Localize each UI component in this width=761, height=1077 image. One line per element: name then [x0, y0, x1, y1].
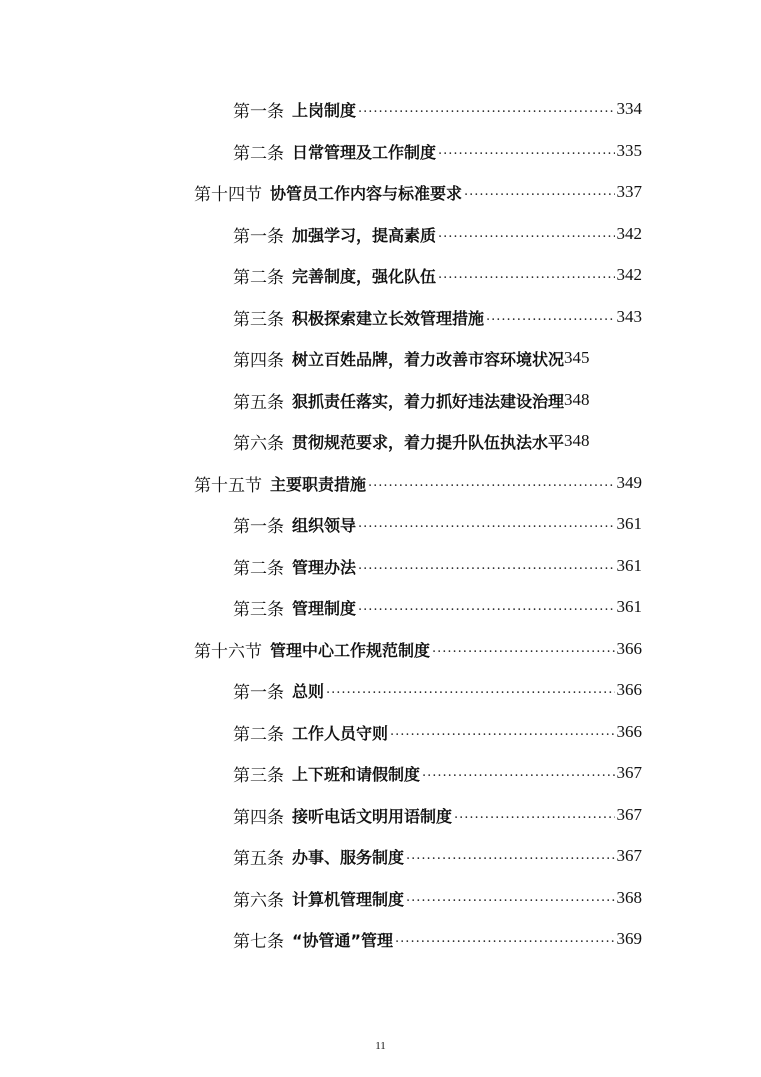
toc-leader-dots [432, 641, 614, 656]
toc-entry-page: 348 [564, 431, 590, 450]
toc-entry-page: 337 [616, 182, 642, 201]
toc-entry-number: 第一条 [233, 101, 284, 122]
toc-entry-title: 接听电话文明用语制度 [292, 806, 453, 826]
toc-entry-title: 上下班和请假制度 [292, 764, 421, 784]
toc-entry[interactable] [233, 883, 642, 913]
toc-entry-title: 计算机管理制度 [292, 889, 405, 909]
toc-entry-title: 组织领导 [292, 515, 357, 535]
toc-leader-dots [422, 765, 614, 780]
toc-entry-title: 积极探索建立长效管理措施 [292, 308, 485, 328]
toc-entry-page: 367 [616, 763, 642, 782]
toc-leader-dots [358, 558, 614, 573]
toc-entry-title: 上岗制度 [292, 100, 357, 120]
toc-entry-number: 第四条 [233, 807, 284, 828]
toc-entry-number: 第三条 [233, 765, 284, 786]
toc-entry-number: 第二条 [233, 143, 284, 164]
toc-leader-dots [406, 848, 614, 863]
toc-entry-title: “协管通”管理 [292, 930, 394, 950]
toc-entry[interactable] [233, 136, 642, 166]
toc-entry-number: 第二条 [233, 724, 284, 745]
toc-entry-page: 368 [616, 888, 642, 907]
toc-entry-title: 完善制度，强化队伍 [292, 266, 437, 286]
toc-entry-number: 第五条 [233, 848, 284, 869]
toc-entry-number: 第五条 [233, 392, 284, 413]
toc-leader-dots [368, 475, 614, 490]
toc-entry-page: 361 [616, 514, 642, 533]
toc-entry-title: 协管员工作内容与标准要求 [270, 183, 463, 203]
toc-entry-page: 361 [616, 556, 642, 575]
toc-entry-page: 349 [616, 473, 642, 492]
toc-entry-number: 第十五节 [194, 475, 262, 496]
toc-leader-dots [438, 226, 614, 241]
toc-entry[interactable] [233, 343, 642, 373]
toc-leader-dots [390, 724, 614, 739]
toc-entry-page: 369 [616, 929, 642, 948]
toc-leader-dots [454, 807, 614, 822]
toc-entry-number: 第十六节 [194, 641, 262, 662]
toc-entry-page: 343 [616, 307, 642, 326]
toc-leader-dots [406, 890, 614, 905]
toc-entry-title: 狠抓责任落实，着力抓好违法建设治理 [292, 391, 565, 411]
toc-leader-dots [395, 931, 614, 946]
toc-leader-dots [486, 309, 614, 324]
toc-entry[interactable] [233, 841, 642, 871]
toc-leader-dots [358, 101, 614, 116]
toc-leader-dots [438, 267, 614, 282]
toc-entry-title: 贯彻规范要求，着力提升队伍执法水平 [292, 432, 565, 452]
toc-entry[interactable] [233, 592, 642, 622]
toc-entry-number: 第一条 [233, 226, 284, 247]
toc-entry-title: 管理制度 [292, 598, 357, 618]
toc-entry[interactable] [233, 800, 642, 830]
toc-entry-page: 345 [564, 348, 590, 367]
toc-entry[interactable] [194, 634, 642, 664]
toc-leader-dots [438, 143, 614, 158]
toc-entry-page: 342 [616, 265, 642, 284]
toc-entry[interactable] [233, 426, 642, 456]
toc-entry-title: 主要职责措施 [270, 474, 367, 494]
toc-entry-number: 第六条 [233, 890, 284, 911]
toc-entry[interactable] [233, 302, 642, 332]
toc-entry-title: 管理中心工作规范制度 [270, 640, 431, 660]
toc-entry[interactable] [194, 468, 642, 498]
toc-entry-page: 366 [616, 639, 642, 658]
toc-entry-page: 334 [616, 99, 642, 118]
toc-entry[interactable] [233, 219, 642, 249]
toc-entry[interactable] [233, 551, 642, 581]
toc-leader-dots [326, 682, 614, 697]
toc-entry[interactable] [194, 177, 642, 207]
toc-entry-number: 第一条 [233, 516, 284, 537]
toc-entry[interactable] [233, 509, 642, 539]
toc-entry-page: 367 [616, 805, 642, 824]
toc-leader-dots [358, 516, 614, 531]
toc-entry-number: 第三条 [233, 599, 284, 620]
toc-entry-title: 工作人员守则 [292, 723, 389, 743]
toc-entry-page: 335 [616, 141, 642, 160]
toc-entry-title: 树立百姓品牌，着力改善市容环境状况 [292, 349, 565, 369]
toc-entry-page: 361 [616, 597, 642, 616]
toc-entry[interactable] [233, 385, 642, 415]
page-number: 11 [375, 1040, 386, 1052]
toc-entry[interactable] [233, 260, 642, 290]
toc-entry-title: 办事、服务制度 [292, 847, 405, 867]
toc-entry-number: 第六条 [233, 433, 284, 454]
toc-leader-dots [464, 184, 614, 199]
toc-entry[interactable] [233, 758, 642, 788]
toc-entry-number: 第一条 [233, 682, 284, 703]
toc-entry-page: 342 [616, 224, 642, 243]
toc-entry-title: 总则 [292, 681, 325, 701]
toc-entry-number: 第四条 [233, 350, 284, 371]
toc-entry-number: 第十四节 [194, 184, 262, 205]
toc-entry[interactable] [233, 675, 642, 705]
toc-entry-page: 367 [616, 846, 642, 865]
toc-entry-title: 日常管理及工作制度 [292, 142, 437, 162]
toc-leader-dots [358, 599, 614, 614]
toc-entry-page: 366 [616, 722, 642, 741]
toc-entry-number: 第二条 [233, 267, 284, 288]
toc-entry[interactable] [233, 924, 642, 954]
toc-entry[interactable] [233, 94, 642, 124]
toc-entry-title: 加强学习，提高素质 [292, 225, 437, 245]
toc-entry[interactable] [233, 717, 642, 747]
toc-entry-number: 第二条 [233, 558, 284, 579]
toc-entry-number: 第三条 [233, 309, 284, 330]
toc-entry-title: 管理办法 [292, 557, 357, 577]
toc-entry-page: 366 [616, 680, 642, 699]
toc-entry-page: 348 [564, 390, 590, 409]
toc-entry-number: 第七条 [233, 931, 284, 952]
